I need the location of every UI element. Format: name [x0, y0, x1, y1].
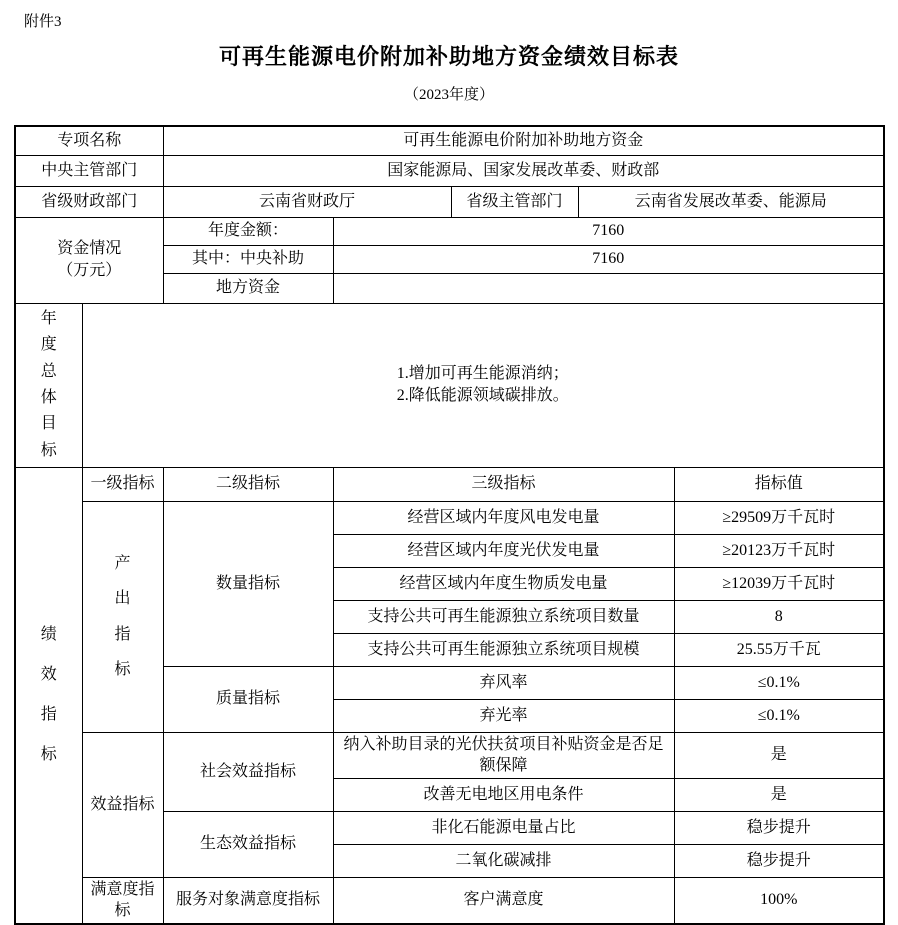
annual-goal-content [82, 303, 884, 467]
indicator-value: ≥29509万千瓦时 [674, 501, 884, 534]
indicator-name: 客户满意度 [333, 877, 674, 924]
annual-goal-line1: 1.增加可再生能源消纳； [396, 365, 569, 383]
indicator-value: 25.55万千瓦 [674, 633, 884, 666]
subgroup-quality: 质量指标 [163, 666, 333, 732]
indicator-name: 二氧化碳减排 [333, 844, 674, 877]
project-name-label: 专项名称 [15, 126, 163, 155]
document-subtitle: （2023年度） [403, 87, 494, 103]
indicator-value: 稳步提升 [674, 811, 884, 844]
attachment-label: 附件3 [24, 14, 62, 30]
indicator-value: 100% [674, 877, 884, 924]
subgroup-service-satisfaction: 服务对象满意度指标 [163, 877, 333, 924]
indicator-name: 支持公共可再生能源独立系统项目数量 [333, 600, 674, 633]
performance-section-label [15, 467, 82, 924]
funding-local-label: 地方资金 [163, 273, 333, 303]
indicator-value: 8 [674, 600, 884, 633]
funding-local-value [333, 273, 884, 303]
subgroup-quantity: 数量指标 [163, 501, 333, 666]
indicator-value: 是 [674, 732, 884, 778]
group-output-indicators-text: 产出指标 [114, 555, 131, 678]
funding-central-label: 其中：中央补助 [163, 245, 333, 273]
annual-goal-label-text: 年度总体目标 [40, 309, 57, 459]
header-level2: 二级指标 [163, 467, 333, 501]
table-row [15, 126, 884, 155]
table-row [15, 303, 884, 467]
indicator-name: 非化石能源电量占比 [333, 811, 674, 844]
indicator-row [15, 877, 884, 924]
funding-label-line1: 资金情况 [57, 240, 122, 258]
performance-target-table [14, 125, 885, 925]
prov-finance-label: 省级财政部门 [15, 186, 163, 217]
annual-goal-label [15, 303, 82, 467]
indicator-row [15, 501, 884, 534]
indicator-name: 支持公共可再生能源独立系统项目规模 [333, 633, 674, 666]
annual-goal-line2: 2.降低能源领域碳排放。 [396, 387, 569, 404]
subgroup-social-benefit: 社会效益指标 [163, 732, 333, 811]
table-row [15, 155, 884, 186]
indicator-name: 经营区域内年度风电发电量 [333, 501, 674, 534]
project-name-value: 可再生能源电价附加补助地方资金 [163, 126, 884, 155]
performance-section-label-text: 绩效指标 [40, 626, 57, 764]
indicator-name: 改善无电地区用电条件 [333, 778, 674, 811]
table-row [15, 467, 884, 501]
prov-dept-value: 云南省发展改革委、能源局 [578, 186, 884, 217]
funding-section-label [15, 217, 163, 303]
table-row [15, 186, 884, 217]
indicator-value: ≥20123万千瓦时 [674, 534, 884, 567]
indicator-name: 弃风率 [333, 666, 674, 699]
document-title: 可再生能源电价附加补助地方资金绩效目标表 [218, 44, 679, 69]
indicator-name: 纳入补助目录的光伏扶贫项目补贴资金是否足额保障 [333, 732, 674, 778]
indicator-name: 经营区域内年度光伏发电量 [333, 534, 674, 567]
group-satisfaction-indicators: 满意度指标 [82, 877, 163, 924]
indicator-value: 是 [674, 778, 884, 811]
indicator-name: 弃光率 [333, 699, 674, 732]
indicator-value: 稳步提升 [674, 844, 884, 877]
indicator-name: 经营区域内年度生物质发电量 [333, 567, 674, 600]
group-benefit-indicators: 效益指标 [82, 732, 163, 877]
funding-central-value: 7160 [333, 245, 884, 273]
header-level1: 一级指标 [82, 467, 163, 501]
group-output-indicators [82, 501, 163, 732]
indicator-value: ≤0.1% [674, 699, 884, 732]
central-dept-value: 国家能源局、国家发展改革委、财政部 [163, 155, 884, 186]
table-row [15, 217, 884, 245]
prov-finance-value: 云南省财政厅 [163, 186, 451, 217]
header-value: 指标值 [674, 467, 884, 501]
indicator-value: ≥12039万千瓦时 [674, 567, 884, 600]
central-dept-label: 中央主管部门 [15, 155, 163, 186]
indicator-row [15, 732, 884, 778]
funding-label-line2: （万元） [57, 262, 122, 279]
funding-annual-label: 年度金额： [163, 217, 333, 245]
indicator-value: ≤0.1% [674, 666, 884, 699]
subgroup-eco-benefit: 生态效益指标 [163, 811, 333, 877]
prov-dept-label: 省级主管部门 [451, 186, 578, 217]
funding-annual-value: 7160 [333, 217, 884, 245]
header-level3: 三级指标 [333, 467, 674, 501]
